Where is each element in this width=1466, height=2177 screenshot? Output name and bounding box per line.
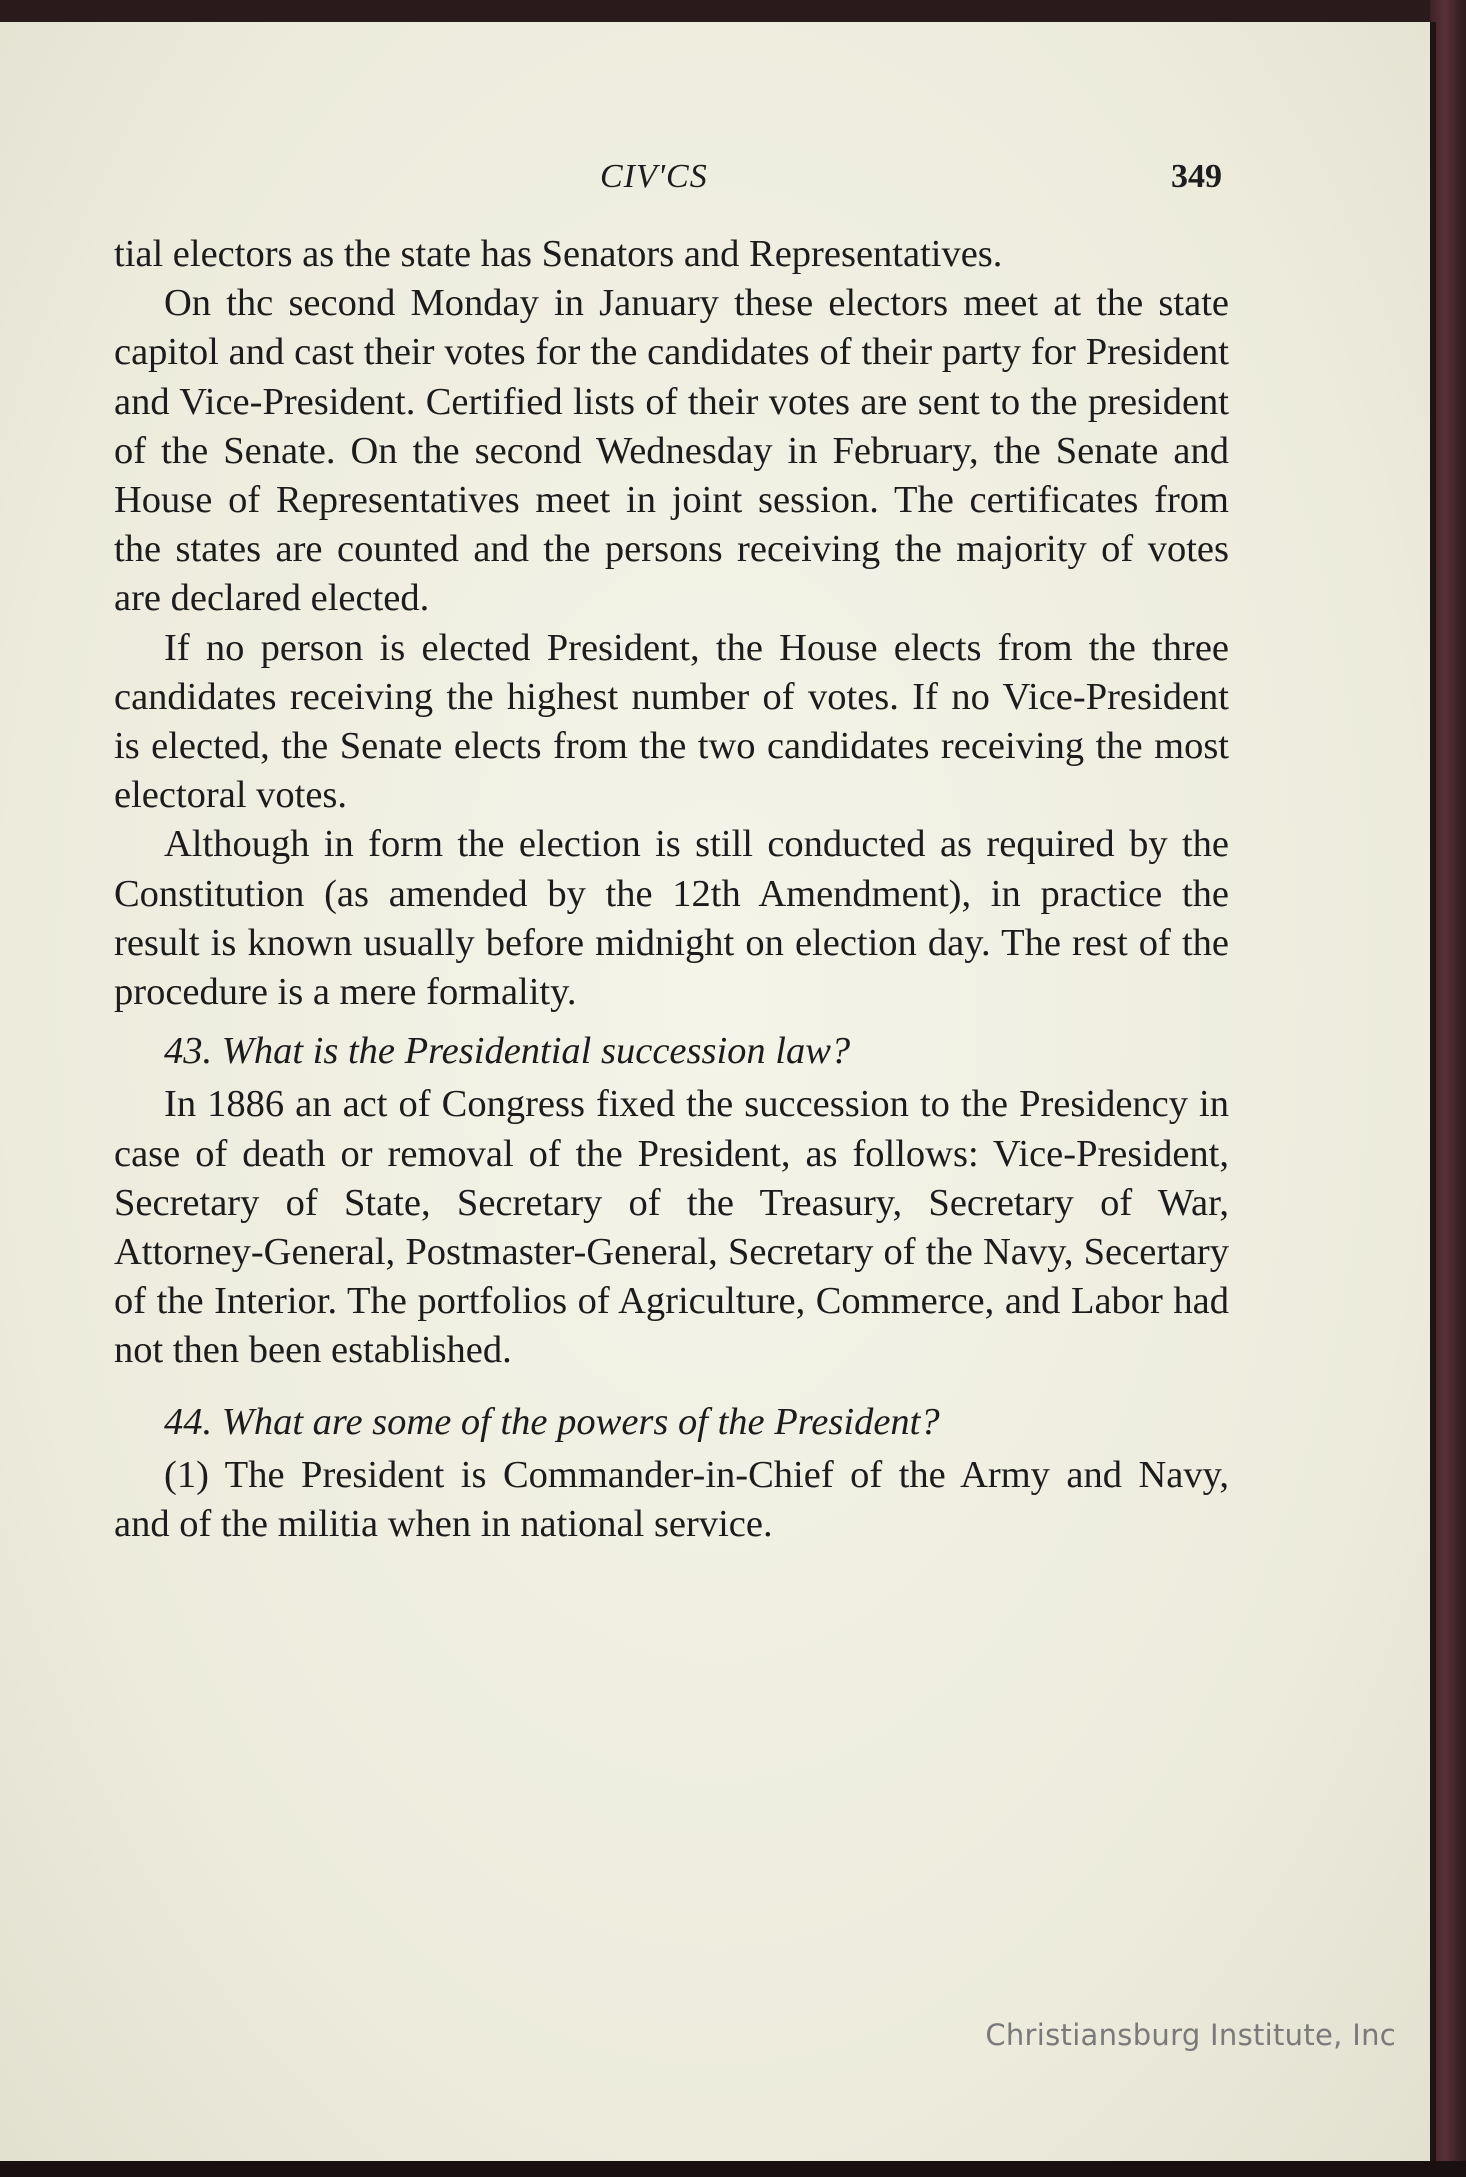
paragraph-electors-meet: On thc second Monday in January these electors meet at the state capitol and cast their votes for the candidates of their party for President and Vice-President. Certified lists of their votes are sent to the president of the Senate. On the second Wednesday in February, the Senate and House of Representatives meet in joint session. The certificates from the states are counted and the persons receiving the majority of votes are declared elected.: [114, 282, 1229, 620]
paragraph-commander-in-chief: (1) The President is Commander-in-Chief of the Army and Navy, and of the militia when in national service.: [114, 1453, 1229, 1546]
running-head: CIV'CS: [600, 158, 708, 195]
scan-bottom-edge: [0, 2161, 1466, 2177]
question-44-heading: 44. What are some of the powers of the President?: [164, 1400, 940, 1443]
paragraph-no-majority: If no person is elected President, the House elects from the three candidates receiving the highest number of votes. If no Vice-President is elected, the Senate elects from the two candidates receiving the most electoral votes.: [114, 626, 1229, 817]
paragraph-succession-law: In 1886 an act of Congress fixed the succession to the Presidency in case of death or removal of the President, as follows: Vice-President, Secretary of State, Secretary of the Treasury, Secretary of War, Attorney-General, Postmaster-General, Secretary of the Navy, Secertary of the Interior. The portfolios of Agriculture, Commerce, and Labor had not then been established.: [114, 1083, 1229, 1372]
page-body: [114, 230, 1229, 1549]
watermark-text: Christiansburg Institute, Inc: [985, 2018, 1396, 2052]
question-43-heading: 43. What is the Presidential succession law?: [164, 1030, 851, 1073]
scan-top-edge: [0, 0, 1466, 22]
page-number: 349: [1171, 158, 1222, 195]
paragraph-formality: Although in form the election is still conducted as required by the Constitution (as amended by the 12th Amendment), in practice the result is known usually before midnight on election day. The rest of the procedure is a mere formality.: [114, 823, 1229, 1014]
paragraph-electors-continued: tial electors as the state has Senators and Representatives.: [114, 233, 1003, 275]
section-gap: [114, 1376, 1229, 1388]
page-header: [112, 158, 1222, 208]
